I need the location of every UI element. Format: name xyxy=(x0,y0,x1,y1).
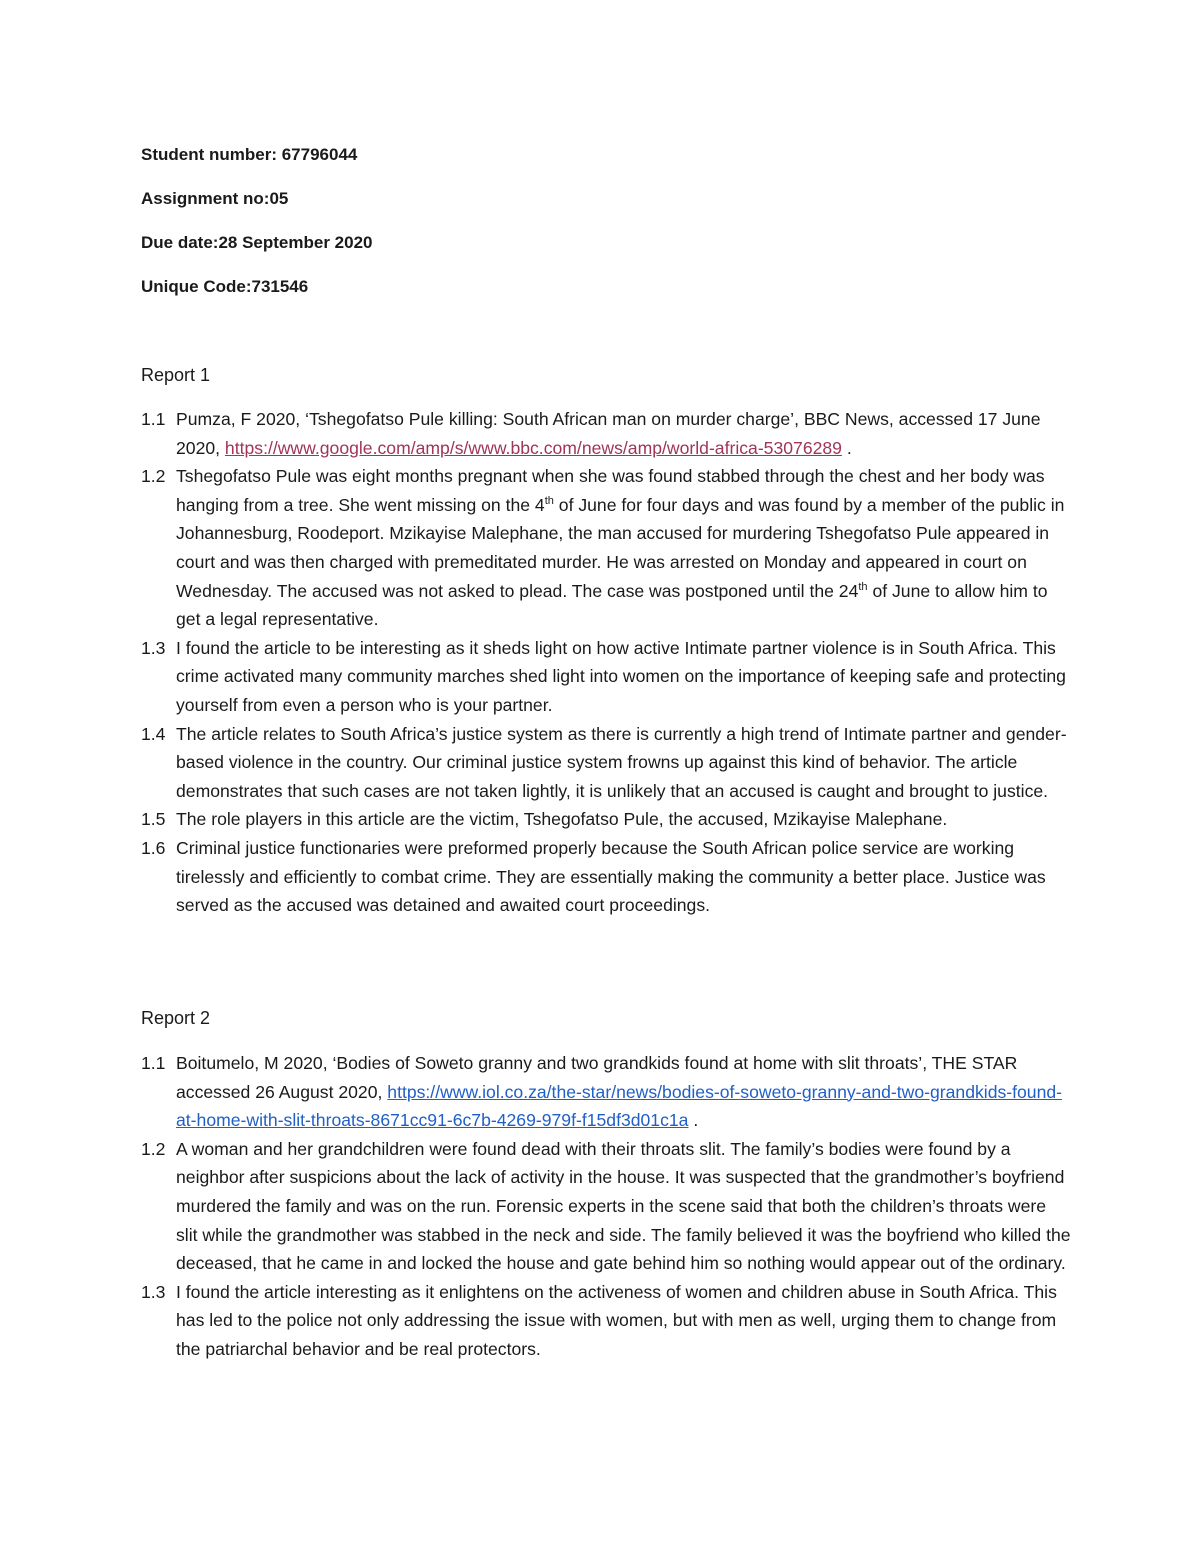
list-item xyxy=(141,1278,1071,1364)
list-item xyxy=(141,834,1071,920)
item-text: I found the article interesting as it enlightens on the activeness of women and children abuse in South Africa. This has led to the police not only addressing the issue with women, but with men as well, urging them to change from the patriarchal behavior and be real protectors. xyxy=(176,1281,1057,1359)
item-number: 1.2 xyxy=(141,1138,166,1159)
item-number: 1.6 xyxy=(141,837,166,858)
bbc-article-link[interactable]: https://www.google.com/amp/s/www.bbc.com/news/amp/world-africa-53076289 xyxy=(224,437,842,458)
summary-text-part-3: of June to allow him to get a legal representative. xyxy=(176,580,1048,630)
report-2-list xyxy=(141,1049,1071,1364)
assignment-number: Assignment no:05 xyxy=(141,189,289,208)
item-text xyxy=(176,462,1071,634)
list-item xyxy=(141,405,1071,462)
summary-text-part-1: Tshegofatso Pule was eight months pregnant when she was found stabbed through the chest and her body was hanging from a tree. She went missing on the 4 xyxy=(176,466,1045,515)
ordinal-suffix: th xyxy=(858,580,868,593)
item-text: I found the article to be interesting as it sheds light on how active Intimate partner violence is in South Africa. This crime activated many community marches shed light into women on the importance of keeping safe and protecting yourself from even a person who is your partner. xyxy=(176,637,1066,715)
item-number: 1.4 xyxy=(141,723,166,744)
item-number: 1.2 xyxy=(141,466,166,487)
item-text: Criminal justice functionaries were preformed properly because the South African police service are working tirelessly and efficiently to combat crime. They are essentially making the community a better place. Justice was served as the accused was detained and awaited court proceedings. xyxy=(176,837,1046,916)
item-text: A woman and her grandchildren were found dead with their throats slit. The family’s bodies were found by a neighbor after suspicions about the lack of activity in the house. It was suspected that the grandmother’s boyfriend murdered the family and was on the run. Forensic experts in the scene said that both the children’s throats were slit while the grandmother was stabbed in the neck and side. The family believed it was the boyfriend who killed the deceased, that he came in and locked the house and gate behind him so nothing would appear out of the ordinary. xyxy=(176,1138,1071,1274)
unique-code: Unique Code:731546 xyxy=(141,277,309,296)
student-number: Student number: 67796044 xyxy=(141,145,358,164)
report-2-heading: Report 2 xyxy=(141,1008,211,1028)
list-item xyxy=(141,805,1071,834)
list-item xyxy=(141,1049,1071,1135)
iol-article-link[interactable]: https://www.iol.co.za/the-star/news/bodies-of-soweto-granny-and-two-grandkids-found-at-home-with-slit-throats-8671cc91-6c7b-4269-979f-f15df3d01c1a xyxy=(176,1081,1063,1131)
item-number: 1.1 xyxy=(141,1053,166,1073)
report-1-list xyxy=(141,405,1071,920)
item-number: 1.1 xyxy=(141,409,166,429)
list-item xyxy=(141,462,1071,634)
report-1-heading: Report 1 xyxy=(141,365,211,385)
item-text xyxy=(176,405,1071,462)
list-item xyxy=(141,720,1071,806)
summary-text-part-2: of June for four days and was found by a member of the public in Johannesburg, Roodeport. Mzikayise Malephane, the man accused for murdering Tshegofatso Pule appeared in court and was then charged with premeditated murder. He was arrested on Monday and appeared in court on Wednesday. The accused was not asked to plead. The case was postponed until the 24 xyxy=(176,494,1065,601)
list-item xyxy=(141,1135,1071,1278)
citation-text: Boitumelo, M 2020, ‘Bodies of Soweto granny and two grandkids found at home with slit throats’, THE STAR accessed 26 August 2020, xyxy=(176,1053,1018,1102)
ordinal-suffix: th xyxy=(544,494,554,507)
item-text: The role players in this article are the victim, Tshegofatso Pule, the accused, Mzikayise Malephane. xyxy=(176,809,948,830)
due-date: Due date:28 September 2020 xyxy=(141,233,373,252)
item-text: The article relates to South Africa’s justice system as there is currently a high trend of Intimate partner and gender-based violence in the country. Our criminal justice system frowns up against this kind of behavior. The article demonstrates that such cases are not taken lightly, it is unlikely that an accused is caught and brought to justice. xyxy=(176,723,1067,801)
item-number: 1.5 xyxy=(141,809,166,830)
citation-end: . xyxy=(688,1110,699,1131)
list-item xyxy=(141,634,1071,720)
citation-text: Pumza, F 2020, ‘Tshegofatso Pule killing: South African man on murder charge’, BBC News, accessed 17 June 2020, xyxy=(176,409,1041,458)
item-number: 1.3 xyxy=(141,637,166,658)
item-number: 1.3 xyxy=(141,1281,166,1302)
item-text xyxy=(176,1049,1071,1135)
citation-end: . xyxy=(841,437,852,458)
